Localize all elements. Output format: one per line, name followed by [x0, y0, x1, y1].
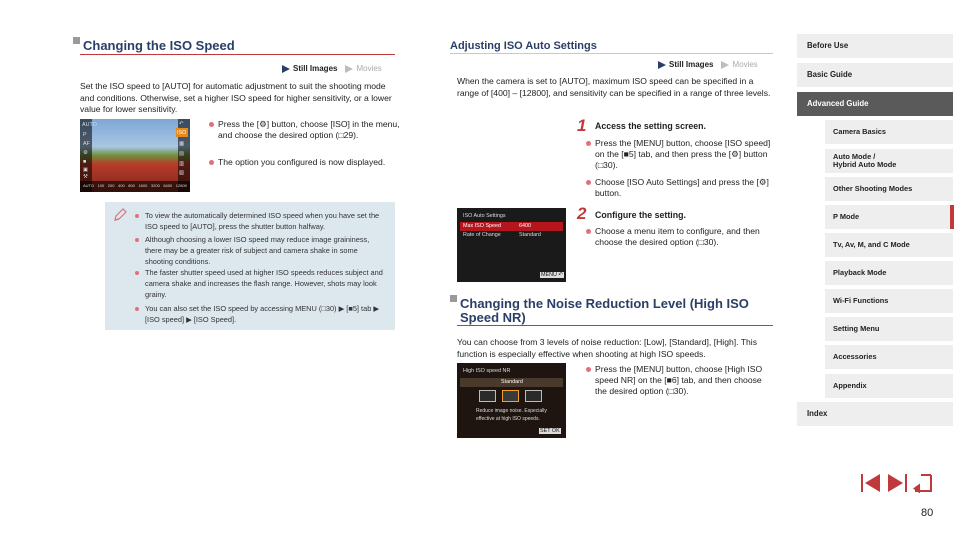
pencil-icon [112, 207, 128, 223]
screen-right-label: ISO [177, 130, 187, 136]
note-item: Although choosing a lower ISO speed may reduce image graininess, there may be a greater risk of subject and camera shake in some shooting conditions. [134, 234, 386, 268]
sidebar-item-basic-guide[interactable]: Basic Guide [797, 63, 953, 87]
screen-right-label: ↶ [179, 121, 184, 127]
next-page-icon[interactable] [886, 473, 908, 493]
sidebar-item-auto-mode[interactable] [825, 149, 953, 173]
movies-tab: Movies [345, 64, 381, 73]
screen-left-label: AF [83, 141, 90, 147]
still-images-tab: Still Images [282, 64, 337, 73]
back-icon[interactable] [911, 473, 933, 493]
screen-title: High ISO speed NR [463, 368, 511, 374]
step-number: 2 [577, 204, 587, 223]
section-marker [73, 37, 80, 44]
screen-left-label: ▣ [83, 167, 89, 173]
nr-intro: You can choose from 3 levels of noise reduction: [Low], [Standard], [High]. This function is especially effective when shooting at high ISO speeds. [457, 337, 757, 359]
page-number: 80 [921, 507, 934, 519]
screen-footer: MENU ↶ [541, 272, 563, 278]
screen-left-label: P [83, 132, 87, 138]
sidebar-item-other-shooting-modes[interactable]: Other Shooting Modes [825, 177, 953, 201]
iso-scale-labels: AUTO 100 200 400 800 1600 3200 6400 12800 [83, 183, 187, 188]
sidebar-item-advanced-guide[interactable]: Advanced Guide [797, 92, 953, 116]
title-rule [80, 54, 395, 55]
screen-right-label: ▤ [179, 151, 185, 157]
section-title-noise-reduction: Changing the Noise Reduction Level (High ISO Speed NR) [460, 296, 749, 325]
section-title-iso-speed: Changing the ISO Speed [83, 38, 235, 53]
row-label: Rate of Change [463, 232, 501, 238]
movies-icon [345, 65, 353, 73]
iso-screen-image [80, 119, 190, 192]
step1-bullet-1: Press the [MENU] button, choose [ISO speed] on the [■5] tab, and then press the [⚙] button (□30). [585, 138, 775, 171]
screen-left-label: ⚒ [83, 174, 88, 180]
sidebar-item-accessories[interactable]: Accessories [825, 345, 953, 369]
iso-intro: Set the ISO speed to [AUTO] for automatic adjustment to suit the shooting mode and conditions. Otherwise, set a higher ISO speed for higher sensitivity, or a lower value for lower sensitivity. [80, 81, 392, 114]
subsection-title-iso-auto: Adjusting ISO Auto Settings [450, 40, 597, 52]
screen-title: ISO Auto Settings [463, 213, 506, 219]
sidebar-item-before-use[interactable]: Before Use [797, 34, 953, 58]
screen-right-label: ▧ [179, 170, 185, 176]
iso-bullet-2: The option you configured is now displayed. [208, 157, 400, 168]
row-value: Standard [519, 232, 541, 238]
note-item: The faster shutter speed used at higher ISO speeds reduces subject and camera shake and increases the flash range. However, shots may look grainy. [134, 267, 386, 301]
step1-bullet-2: Choose [ISO Auto Settings] and press the [⚙] button. [585, 177, 775, 199]
sidebar-item-appendix[interactable]: Appendix [825, 374, 953, 398]
screen-left-label: ■ [83, 159, 87, 165]
screen-right-label: ▦ [179, 141, 185, 147]
nr-high-icon [525, 390, 542, 402]
movies-icon [721, 61, 729, 69]
note-item: To view the automatically determined ISO speed when you have set the ISO speed to [AUTO], press the shutter button halfway. [134, 210, 386, 232]
nr-bullet-1: Press the [MENU] button, choose [High ISO speed NR] on the [■6] tab, and then choose the desired option (□30). [585, 364, 775, 397]
sidebar-item-setting-menu[interactable]: Setting Menu [825, 317, 953, 341]
movies-tab: Movies [721, 60, 757, 69]
sidebar-item-p-mode[interactable]: P Mode [825, 205, 953, 229]
step-heading: Access the setting screen. [595, 121, 706, 131]
previous-page-icon[interactable] [860, 473, 882, 493]
sidebar-item-playback-mode[interactable]: Playback Mode [825, 261, 953, 285]
screen-right-label: ▥ [179, 161, 185, 167]
step-heading: Configure the setting. [595, 210, 686, 220]
notes-box [105, 202, 395, 330]
title-rule [457, 325, 773, 326]
screen-left-label: ⚙ [83, 150, 88, 156]
nr-low-icon [479, 390, 496, 402]
still-images-icon [282, 65, 290, 73]
selected-option: Standard [501, 379, 523, 385]
row-value: 6400 [519, 223, 531, 229]
section-marker [450, 295, 457, 302]
sidebar-item-index[interactable]: Index [797, 402, 953, 426]
sidebar-item-tv-av-m-c-mode[interactable]: Tv, Av, M, and C Mode [825, 233, 953, 257]
note-item: You can also set the ISO speed by accessing MENU (□30) ▶ [■5] tab ▶ [ISO speed] ▶ [ISO Speed]. [134, 303, 386, 325]
still-images-icon [658, 61, 666, 69]
current-section-marker [950, 205, 954, 229]
subtitle-rule [450, 53, 773, 54]
still-images-tab: Still Images [658, 60, 713, 69]
mode-tabs [282, 64, 382, 73]
sidebar-item-camera-basics[interactable]: Camera Basics [825, 120, 953, 144]
iso-bullet-1: Press the [⚙] button, choose [ISO] in the menu, and choose the desired option (□29). [208, 119, 400, 141]
row-label: Max ISO Speed [463, 223, 502, 229]
step2-bullet-1: Choose a menu item to configure, and then choose the desired option (□30). [585, 226, 775, 248]
iso-auto-settings-screen [457, 208, 566, 282]
sidebar-item-label: Auto Mode / [833, 151, 876, 161]
screen-left-label: AUTO [82, 122, 97, 128]
iso-auto-intro: When the camera is set to [AUTO], maximum ISO speed can be specified in a range of [400] – [12800], and sensitivity can be specified in a range of three levels. [457, 76, 771, 98]
sidebar-item-label: Hybrid Auto Mode [833, 160, 897, 169]
mode-tabs [658, 60, 758, 69]
step-number: 1 [577, 116, 587, 135]
nr-description: Reduce image noise. Especially effective at high ISO speeds. [476, 408, 547, 422]
screen-footer: SET OK [540, 428, 560, 434]
nr-standard-icon [502, 390, 519, 402]
high-iso-nr-screen [457, 363, 566, 438]
sidebar-item-wifi-functions[interactable]: Wi-Fi Functions [825, 289, 953, 313]
